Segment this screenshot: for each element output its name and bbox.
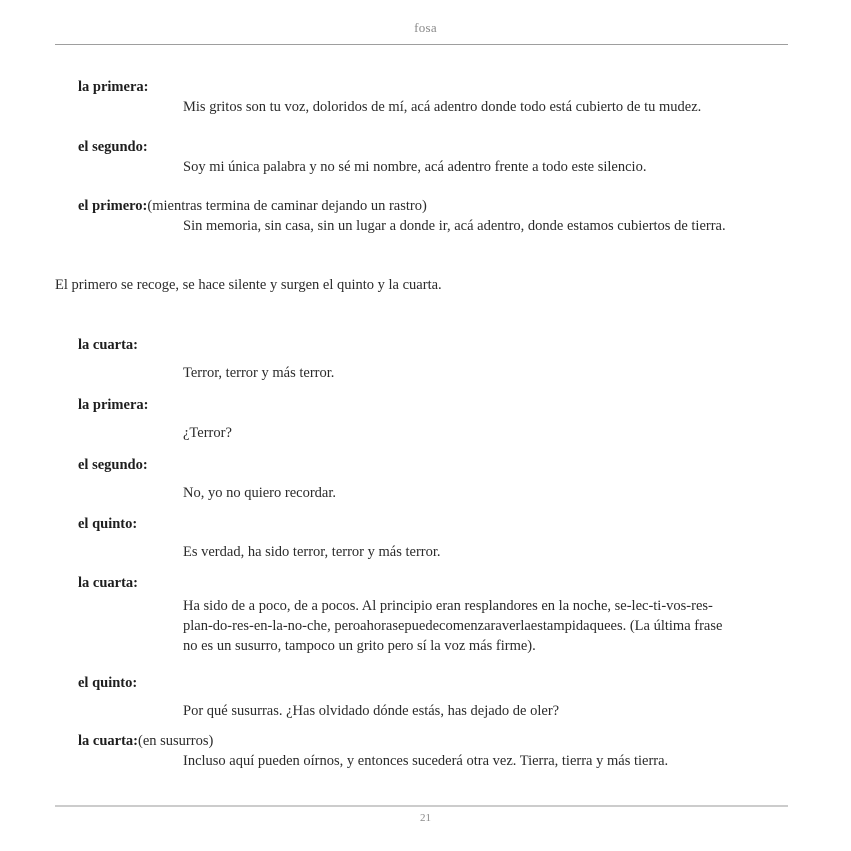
speech-line: Terror, terror y más terror. xyxy=(183,365,335,381)
speaker-name: el segundo: xyxy=(78,139,148,155)
speech-line: ¿Terror? xyxy=(183,425,232,441)
page-number: 21 xyxy=(420,812,431,824)
dialogue-block xyxy=(0,573,851,656)
parenthetical: (mientras termina de caminar dejando un rastro) xyxy=(147,198,427,214)
running-head-title: fosa xyxy=(414,20,437,35)
parenthetical: (en susurros) xyxy=(138,733,214,749)
speaker-name: la primera: xyxy=(78,397,149,413)
dialogue-block xyxy=(0,731,851,771)
speech-line: Mis gritos son tu voz, doloridos de mí, acá adentro donde todo está cubierto de tu mudez. xyxy=(183,99,702,115)
speaker-line xyxy=(0,77,851,97)
speaker-name: la cuarta: xyxy=(78,733,138,749)
speaker-name: el quinto: xyxy=(78,516,138,532)
dialogue-block xyxy=(0,77,851,117)
speaker-line xyxy=(0,731,851,751)
speech-line: Sin memoria, sin casa, sin un lugar a donde ir, acá adentro, donde estamos cubiertos de tierra. xyxy=(183,218,726,234)
speech-paragraph xyxy=(0,596,851,656)
speaker-line xyxy=(0,673,851,693)
dialogue-block xyxy=(0,137,851,177)
speaker-line xyxy=(0,335,851,355)
speaker-line xyxy=(0,514,851,534)
speaker-name: la cuarta: xyxy=(78,337,138,353)
speech-line: plan-do-res-en-la-no-che, peroahorasepuedecomenzaraverlaestampidaquees. (La última frase xyxy=(183,618,723,634)
speech-line: Soy mi única palabra y no sé mi nombre, acá adentro frente a todo este silencio. xyxy=(183,159,647,175)
header-rule xyxy=(55,44,788,45)
speaker-line xyxy=(0,137,851,157)
speech-line: no es un susurro, tampoco un grito pero sí la voz más firme). xyxy=(183,638,536,654)
speaker-name: la primera: xyxy=(78,79,149,95)
speaker-name: el primero: xyxy=(78,198,148,214)
footer-rule xyxy=(55,805,788,807)
speech-line: Por qué susurras. ¿Has olvidado dónde estás, has dejado de oler? xyxy=(183,703,560,719)
speaker-line xyxy=(0,395,851,415)
speech-line: No, yo no quiero recordar. xyxy=(183,485,337,501)
speaker-line xyxy=(0,455,851,475)
speech-line: Ha sido de a poco, de a pocos. Al principio eran resplandores en la noche, se-lec-ti-vos-res- xyxy=(183,598,713,614)
speech-line: Incluso aquí pueden oírnos, y entonces sucederá otra vez. Tierra, tierra y más tierra. xyxy=(183,753,669,769)
speaker-name: la cuarta: xyxy=(78,575,138,591)
speaker-line xyxy=(0,196,851,216)
dialogue-block xyxy=(0,514,851,562)
speaker-line xyxy=(0,573,851,593)
speaker-name: el quinto: xyxy=(78,675,138,691)
dialogue-block xyxy=(0,335,851,383)
speech-line: Es verdad, ha sido terror, terror y más terror. xyxy=(183,544,441,560)
dialogue-block xyxy=(0,196,851,236)
stage-direction: El primero se recoge, se hace silente y surgen el quinto y la cuarta. xyxy=(55,277,442,293)
dialogue-block xyxy=(0,673,851,721)
dialogue-block xyxy=(0,395,851,443)
speaker-name: el segundo: xyxy=(78,457,148,473)
dialogue-block xyxy=(0,455,851,503)
